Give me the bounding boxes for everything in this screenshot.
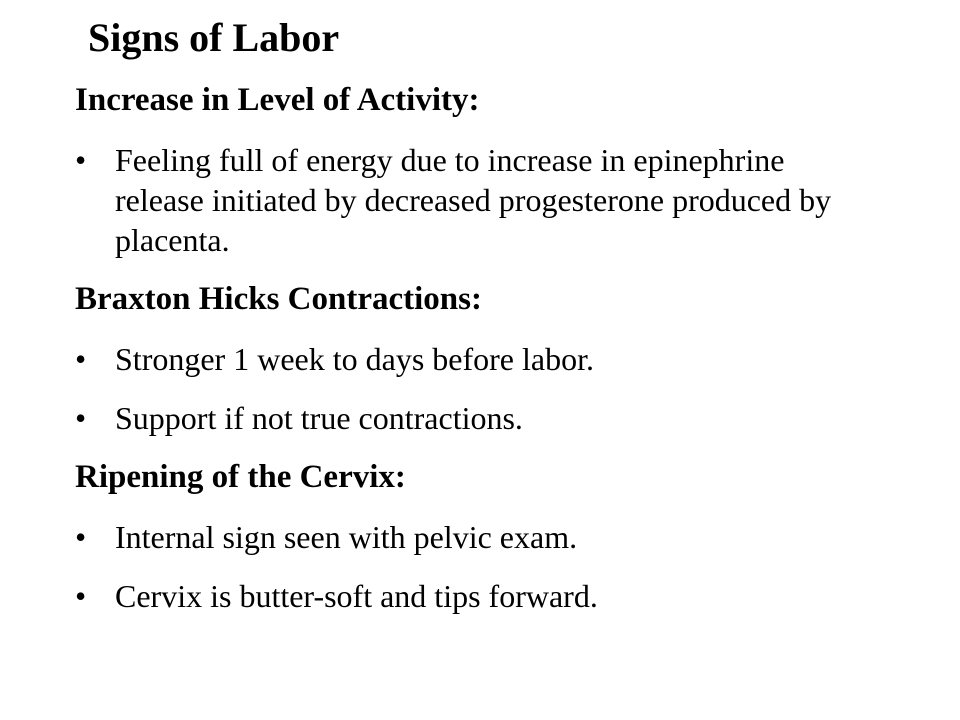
slide-content [75, 80, 935, 635]
bullet-icon: • [75, 142, 87, 178]
section-activity [75, 80, 935, 260]
section-cervix [75, 457, 935, 616]
bullet-text: Internal sign seen with pelvic exam. [115, 519, 578, 555]
bullet-item [75, 398, 875, 438]
bullet-item [75, 517, 875, 557]
bullet-item [75, 576, 875, 616]
bullet-list [75, 140, 935, 260]
section-heading: Increase in Level of Activity: [75, 82, 480, 118]
bullet-list [75, 339, 935, 438]
bullet-list [75, 517, 935, 616]
bullet-text: Stronger 1 week to days before labor. [115, 341, 594, 377]
bullet-item [75, 140, 875, 260]
bullet-icon: • [75, 578, 87, 614]
slide-title: Signs of Labor [88, 15, 340, 60]
section-heading: Ripening of the Cervix: [75, 459, 406, 495]
section-heading: Braxton Hicks Contractions: [75, 281, 482, 317]
bullet-icon: • [75, 519, 87, 555]
bullet-item [75, 339, 875, 379]
bullet-icon: • [75, 400, 87, 436]
section-braxton-hicks [75, 279, 935, 438]
bullet-text: Feeling full of energy due to increase in epinephrine release initiated by decreased progesterone produced by placenta. [115, 142, 832, 258]
bullet-icon: • [75, 341, 87, 377]
bullet-text: Support if not true contractions. [115, 400, 523, 436]
bullet-text: Cervix is butter-soft and tips forward. [115, 578, 598, 614]
